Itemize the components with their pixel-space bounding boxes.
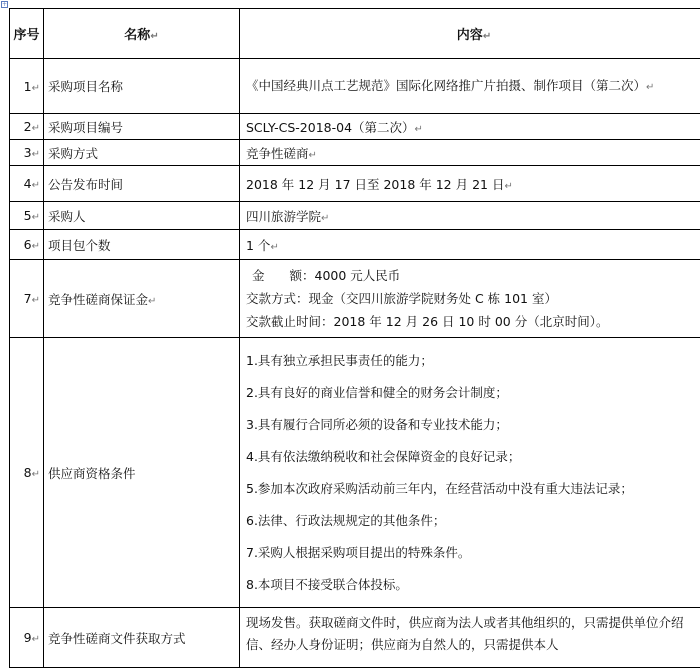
row-name: 供应商资格条件 xyxy=(48,466,136,481)
paragraph-mark-icon: ↵ xyxy=(32,241,40,252)
paragraph-mark-icon: ↵ xyxy=(270,242,278,253)
paragraph-mark-icon: ↵ xyxy=(148,296,156,307)
paragraph-mark-icon: ↵ xyxy=(32,295,40,306)
paragraph-mark-icon: ↵ xyxy=(321,213,329,224)
header-no: 序号 xyxy=(10,9,44,59)
qualification-item: 8.本项目不接受联合体投标。 xyxy=(246,569,700,601)
row-name: 竞争性磋商文件获取方式 xyxy=(48,631,186,646)
row-number: 7 xyxy=(24,291,32,306)
paragraph-mark-icon: ↵ xyxy=(415,124,423,135)
deposit-payment-method: 交款方式：现金（交四川旅游学院财务处 C 栋 101 室） xyxy=(246,287,700,310)
row-name: 采购人 xyxy=(48,209,86,224)
deposit-details xyxy=(240,260,700,338)
table-row xyxy=(10,608,700,668)
paragraph-mark-icon: ↵ xyxy=(32,212,40,223)
table-row xyxy=(10,338,700,608)
paragraph-mark-icon: ↵ xyxy=(32,180,40,191)
qualification-item: 7.采购人根据采购项目提出的特殊条件。 xyxy=(246,537,700,569)
row-content: 1 个 xyxy=(246,238,270,253)
table-row xyxy=(10,140,700,166)
qualification-item: 1.具有独立承担民事责任的能力； xyxy=(246,345,700,377)
qualification-item: 3.具有履行合同所必须的设备和专业技术能力； xyxy=(246,409,700,441)
table-row xyxy=(10,230,700,260)
paragraph-mark-icon: ↵ xyxy=(483,31,491,42)
row-content: 《中国经典川点工艺规范》国际化网络推广片拍摄、制作项目（第二次） xyxy=(246,78,646,93)
qualification-item: 2.具有良好的商业信誉和健全的财务会计制度； xyxy=(246,377,700,409)
table-header-row xyxy=(10,9,700,59)
row-number: 2 xyxy=(24,119,32,134)
table-row xyxy=(10,260,700,338)
row-content: SCLY-CS-2018-04（第二次） xyxy=(246,120,415,135)
row-name: 采购项目编号 xyxy=(48,120,123,135)
qualification-item: 6.法律、行政法规规定的其他条件； xyxy=(246,505,700,537)
table-anchor-icon[interactable]: + xyxy=(1,1,8,8)
row-name: 采购项目名称 xyxy=(48,79,123,94)
table-row xyxy=(10,166,700,202)
row-name: 公告发布时间 xyxy=(48,177,123,192)
table-row xyxy=(10,59,700,114)
row-number: 6 xyxy=(24,237,32,252)
row-number: 1 xyxy=(24,79,32,94)
procurement-info-table xyxy=(9,8,700,668)
row-content: 四川旅游学院 xyxy=(246,209,321,224)
row-number: 8 xyxy=(24,465,32,480)
paragraph-mark-icon: ↵ xyxy=(150,31,158,42)
paragraph-mark-icon: ↵ xyxy=(32,149,40,160)
table-row xyxy=(10,202,700,230)
qualification-item: 4.具有依法缴纳税收和社会保障资金的良好记录； xyxy=(246,441,700,473)
row-number: 9 xyxy=(24,630,32,645)
deposit-deadline: 交款截止时间：2018 年 12 月 26 日 10 时 00 分（北京时间）。 xyxy=(246,310,700,333)
row-content: 2018 年 12 月 17 日至 2018 年 12 月 21 日 xyxy=(246,177,504,192)
row-name: 项目包个数 xyxy=(48,238,111,253)
paragraph-mark-icon: ↵ xyxy=(646,82,654,93)
paragraph-mark-icon: ↵ xyxy=(32,634,40,645)
row-content: 现场发售。获取磋商文件时，供应商为法人或者其他组织的，只需提供单位介绍信、经办人身份证明；供应商为自然人的，只需提供本人 xyxy=(246,615,684,652)
row-number: 5 xyxy=(24,208,32,223)
qualification-item: 5.参加本次政府采购活动前三年内，在经营活动中没有重大违法记录； xyxy=(246,473,700,505)
paragraph-mark-icon: ↵ xyxy=(309,150,317,161)
paragraph-mark-icon: ↵ xyxy=(32,469,40,480)
header-name: 名称↵ xyxy=(44,9,240,59)
row-name: 竞争性磋商保证金 xyxy=(48,292,148,307)
row-number: 3 xyxy=(24,145,32,160)
qualification-list xyxy=(240,338,700,608)
paragraph-mark-icon: ↵ xyxy=(504,181,512,192)
row-content: 竞争性磋商 xyxy=(246,146,309,161)
paragraph-mark-icon: ↵ xyxy=(32,83,40,94)
deposit-amount: 金 额：4000 元人民币 xyxy=(246,264,700,287)
header-content: 内容↵ xyxy=(240,9,700,59)
table-row xyxy=(10,114,700,140)
row-name: 采购方式 xyxy=(48,146,98,161)
row-number: 4 xyxy=(24,176,32,191)
paragraph-mark-icon: ↵ xyxy=(32,123,40,134)
